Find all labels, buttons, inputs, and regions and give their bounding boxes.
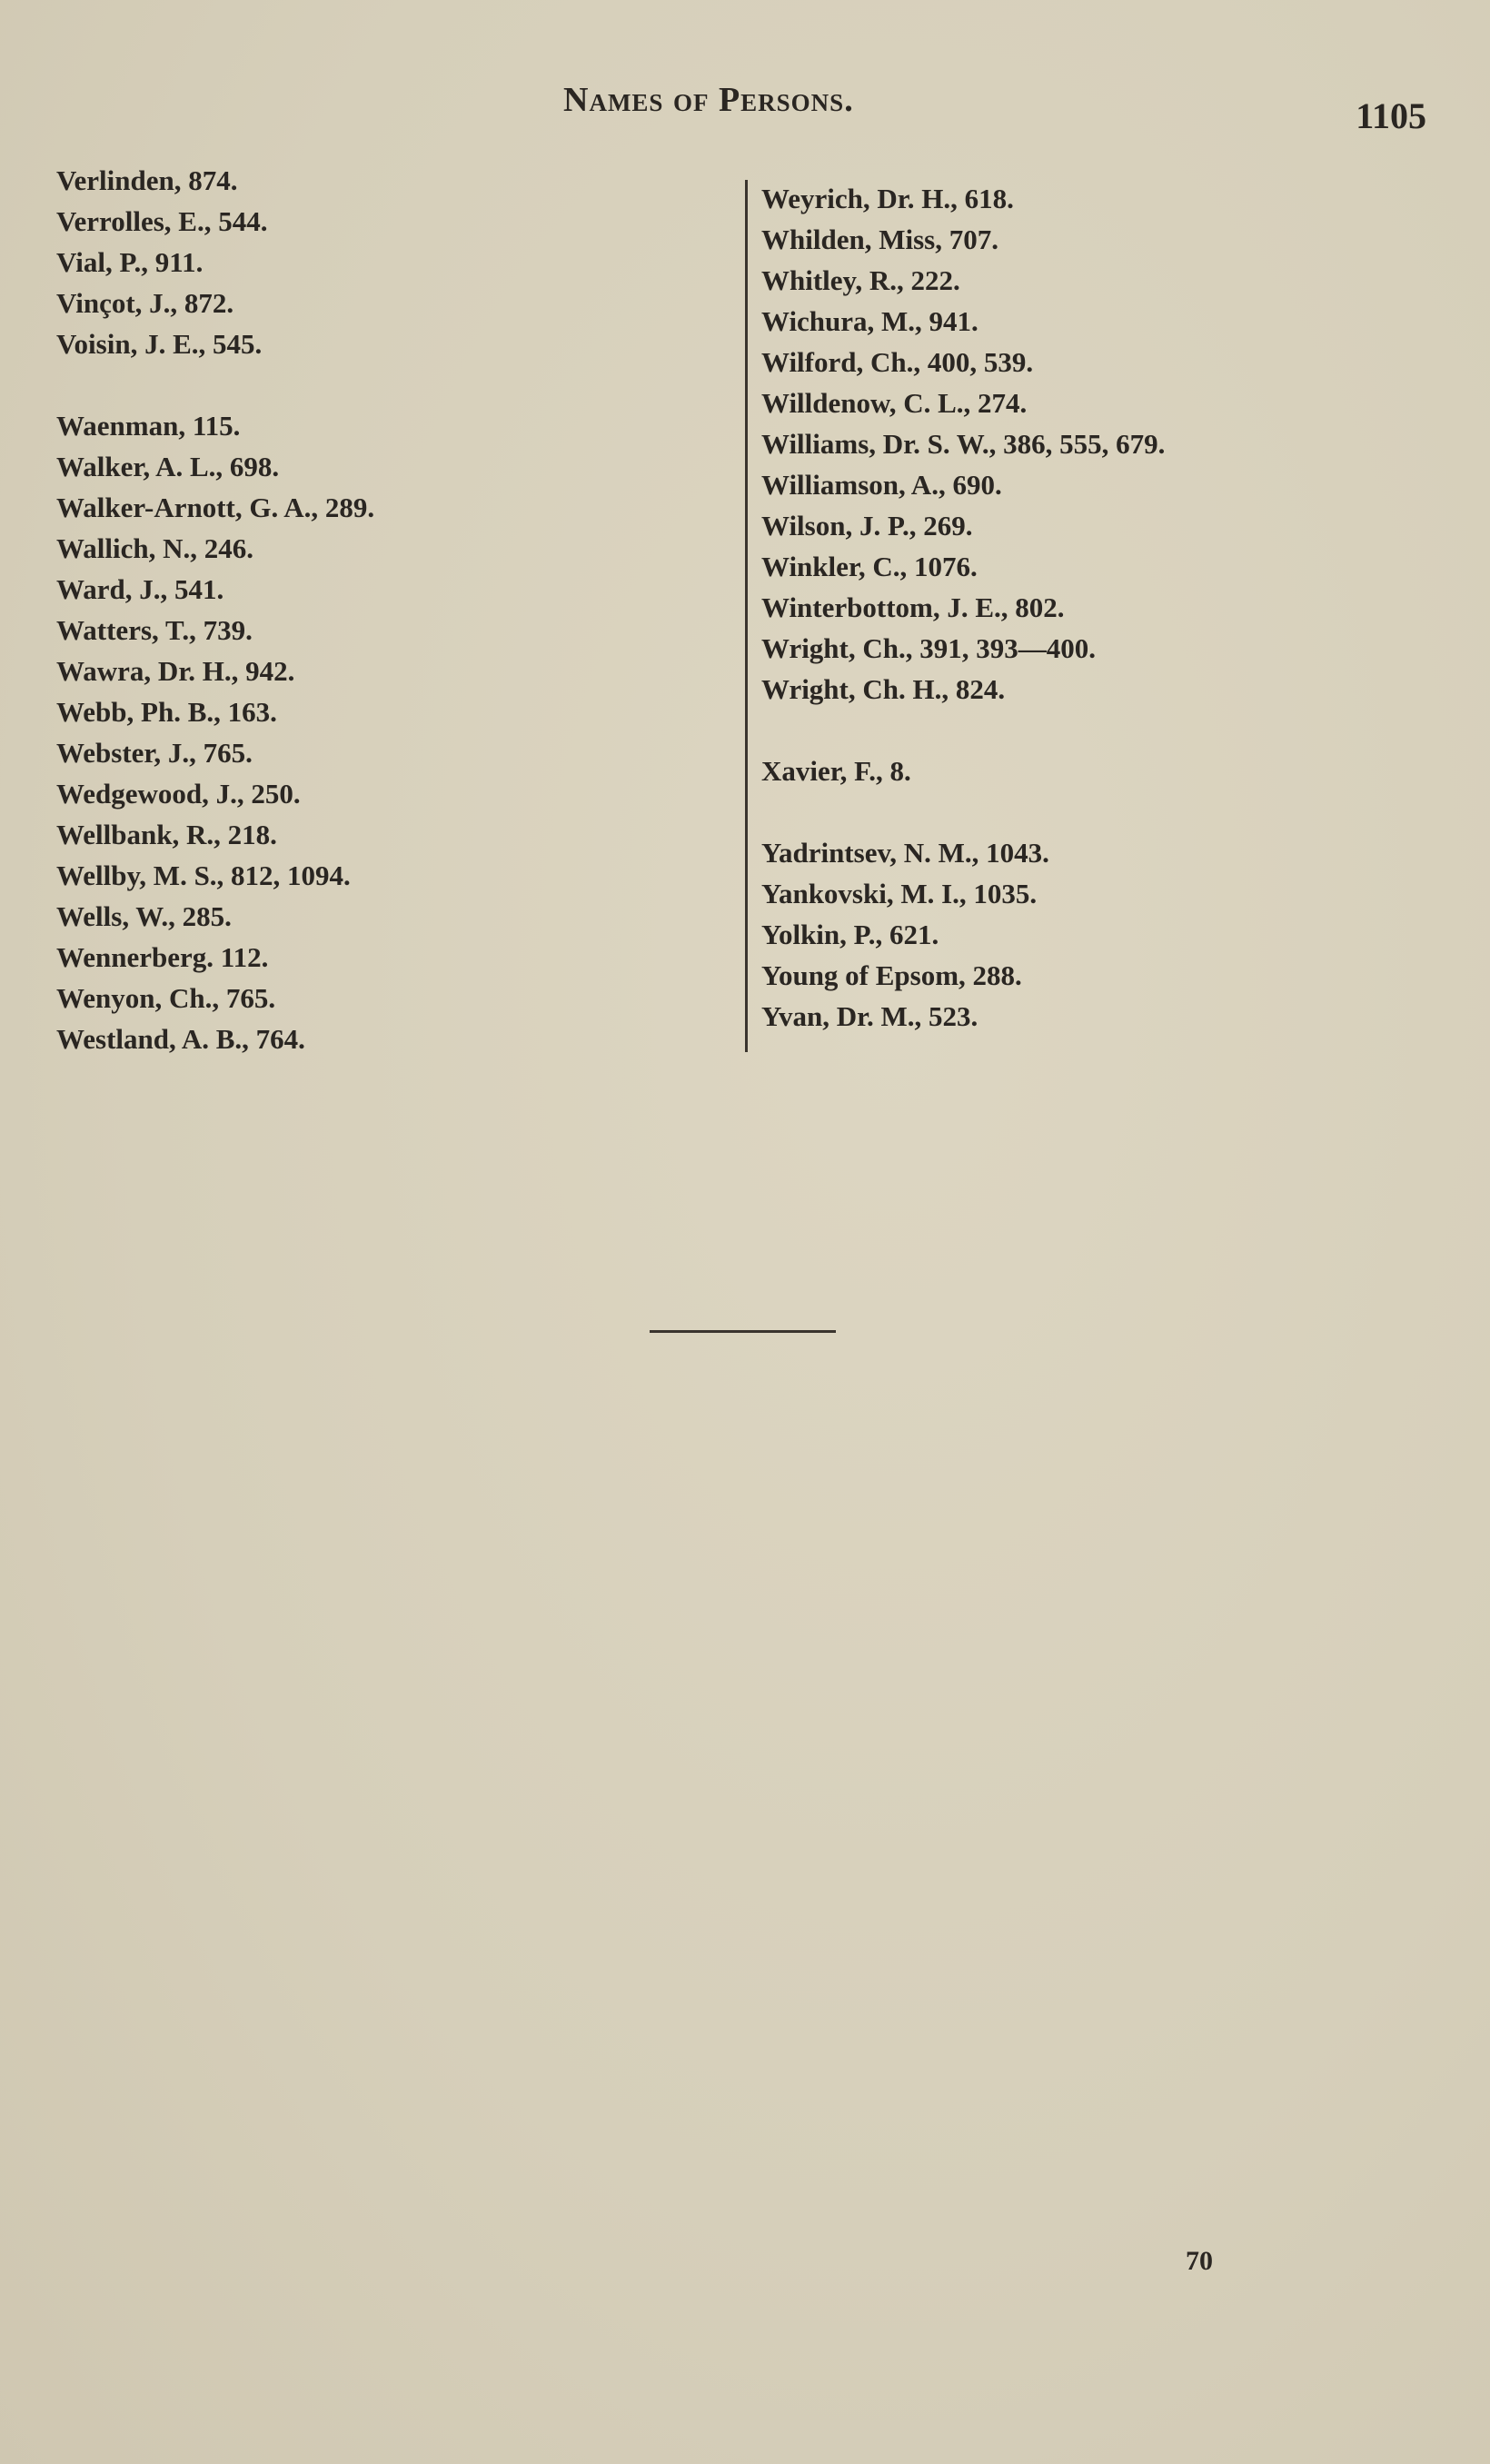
index-entry: Vial, P., 911. — [56, 246, 204, 278]
index-entry: Whilden, Miss, 707. — [761, 224, 998, 255]
index-entry: Verrolles, E., 544. — [56, 205, 268, 237]
index-entry: Willdenow, C. L., 274. — [761, 387, 1028, 419]
right-column — [761, 178, 1165, 1037]
index-entry: Webster, J., 765. — [56, 737, 253, 769]
index-entry: Winkler, C., 1076. — [761, 551, 978, 582]
group-gap — [56, 364, 374, 405]
index-entry: Westland, A. B., 764. — [56, 1023, 305, 1055]
index-entry: Yvan, Dr. M., 523. — [761, 1000, 978, 1032]
index-entry: Watters, T., 739. — [56, 614, 253, 646]
group-gap — [761, 791, 1165, 832]
column-divider — [745, 180, 748, 1052]
index-entry: Wright, Ch. H., 824. — [761, 673, 1006, 705]
index-entry: Weyrich, Dr. H., 618. — [761, 183, 1014, 214]
index-entry: Wichura, M., 941. — [761, 305, 978, 337]
index-entry: Xavier, F., 8. — [761, 755, 911, 787]
index-entry: Yankovski, M. I., 1035. — [761, 878, 1038, 909]
running-head-title: Names of Persons. — [563, 81, 854, 119]
index-entry: Voisin, J. E., 545. — [56, 328, 263, 360]
left-column — [56, 160, 374, 1059]
signature-mark: 70 — [1186, 2246, 1213, 2276]
index-entry: Walker-Arnott, G. A., 289. — [56, 492, 375, 523]
group-gap — [761, 710, 1165, 750]
index-entry: Vinçot, J., 872. — [56, 287, 234, 319]
index-entry: Verlinden, 874. — [56, 164, 238, 196]
index-entry: Ward, J., 541. — [56, 573, 224, 605]
index-entry: Winterbottom, J. E., 802. — [761, 591, 1065, 623]
index-entry: Wilson, J. P., 269. — [761, 510, 973, 541]
index-entry: Wallich, N., 246. — [56, 532, 254, 564]
end-rule — [650, 1330, 836, 1333]
index-entry: Wells, W., 285. — [56, 900, 232, 932]
index-entry: Young of Epsom, 288. — [761, 959, 1022, 991]
index-entry: Whitley, R., 222. — [761, 264, 960, 296]
index-entry: Yadrintsev, N. M., 1043. — [761, 837, 1049, 869]
page-number: 1105 — [1356, 95, 1426, 136]
index-entry: Williamson, A., 690. — [761, 469, 1002, 501]
index-entry: Wedgewood, J., 250. — [56, 778, 301, 810]
index-entry: Wenyon, Ch., 765. — [56, 982, 276, 1014]
index-entry: Wennerberg. 112. — [56, 941, 269, 973]
index-entry: Webb, Ph. B., 163. — [56, 696, 277, 728]
index-entry: Yolkin, P., 621. — [761, 919, 939, 950]
index-entry: Williams, Dr. S. W., 386, 555, 679. — [761, 428, 1166, 460]
index-entry: Wilford, Ch., 400, 539. — [761, 346, 1034, 378]
index-entry: Wright, Ch., 391, 393—400. — [761, 632, 1097, 664]
index-entry: Wellbank, R., 218. — [56, 819, 277, 850]
index-entry: Walker, A. L., 698. — [56, 451, 280, 482]
index-entry: Wellby, M. S., 812, 1094. — [56, 859, 351, 891]
index-entry: Waenman, 115. — [56, 410, 241, 442]
index-entry: Wawra, Dr. H., 942. — [56, 655, 295, 687]
